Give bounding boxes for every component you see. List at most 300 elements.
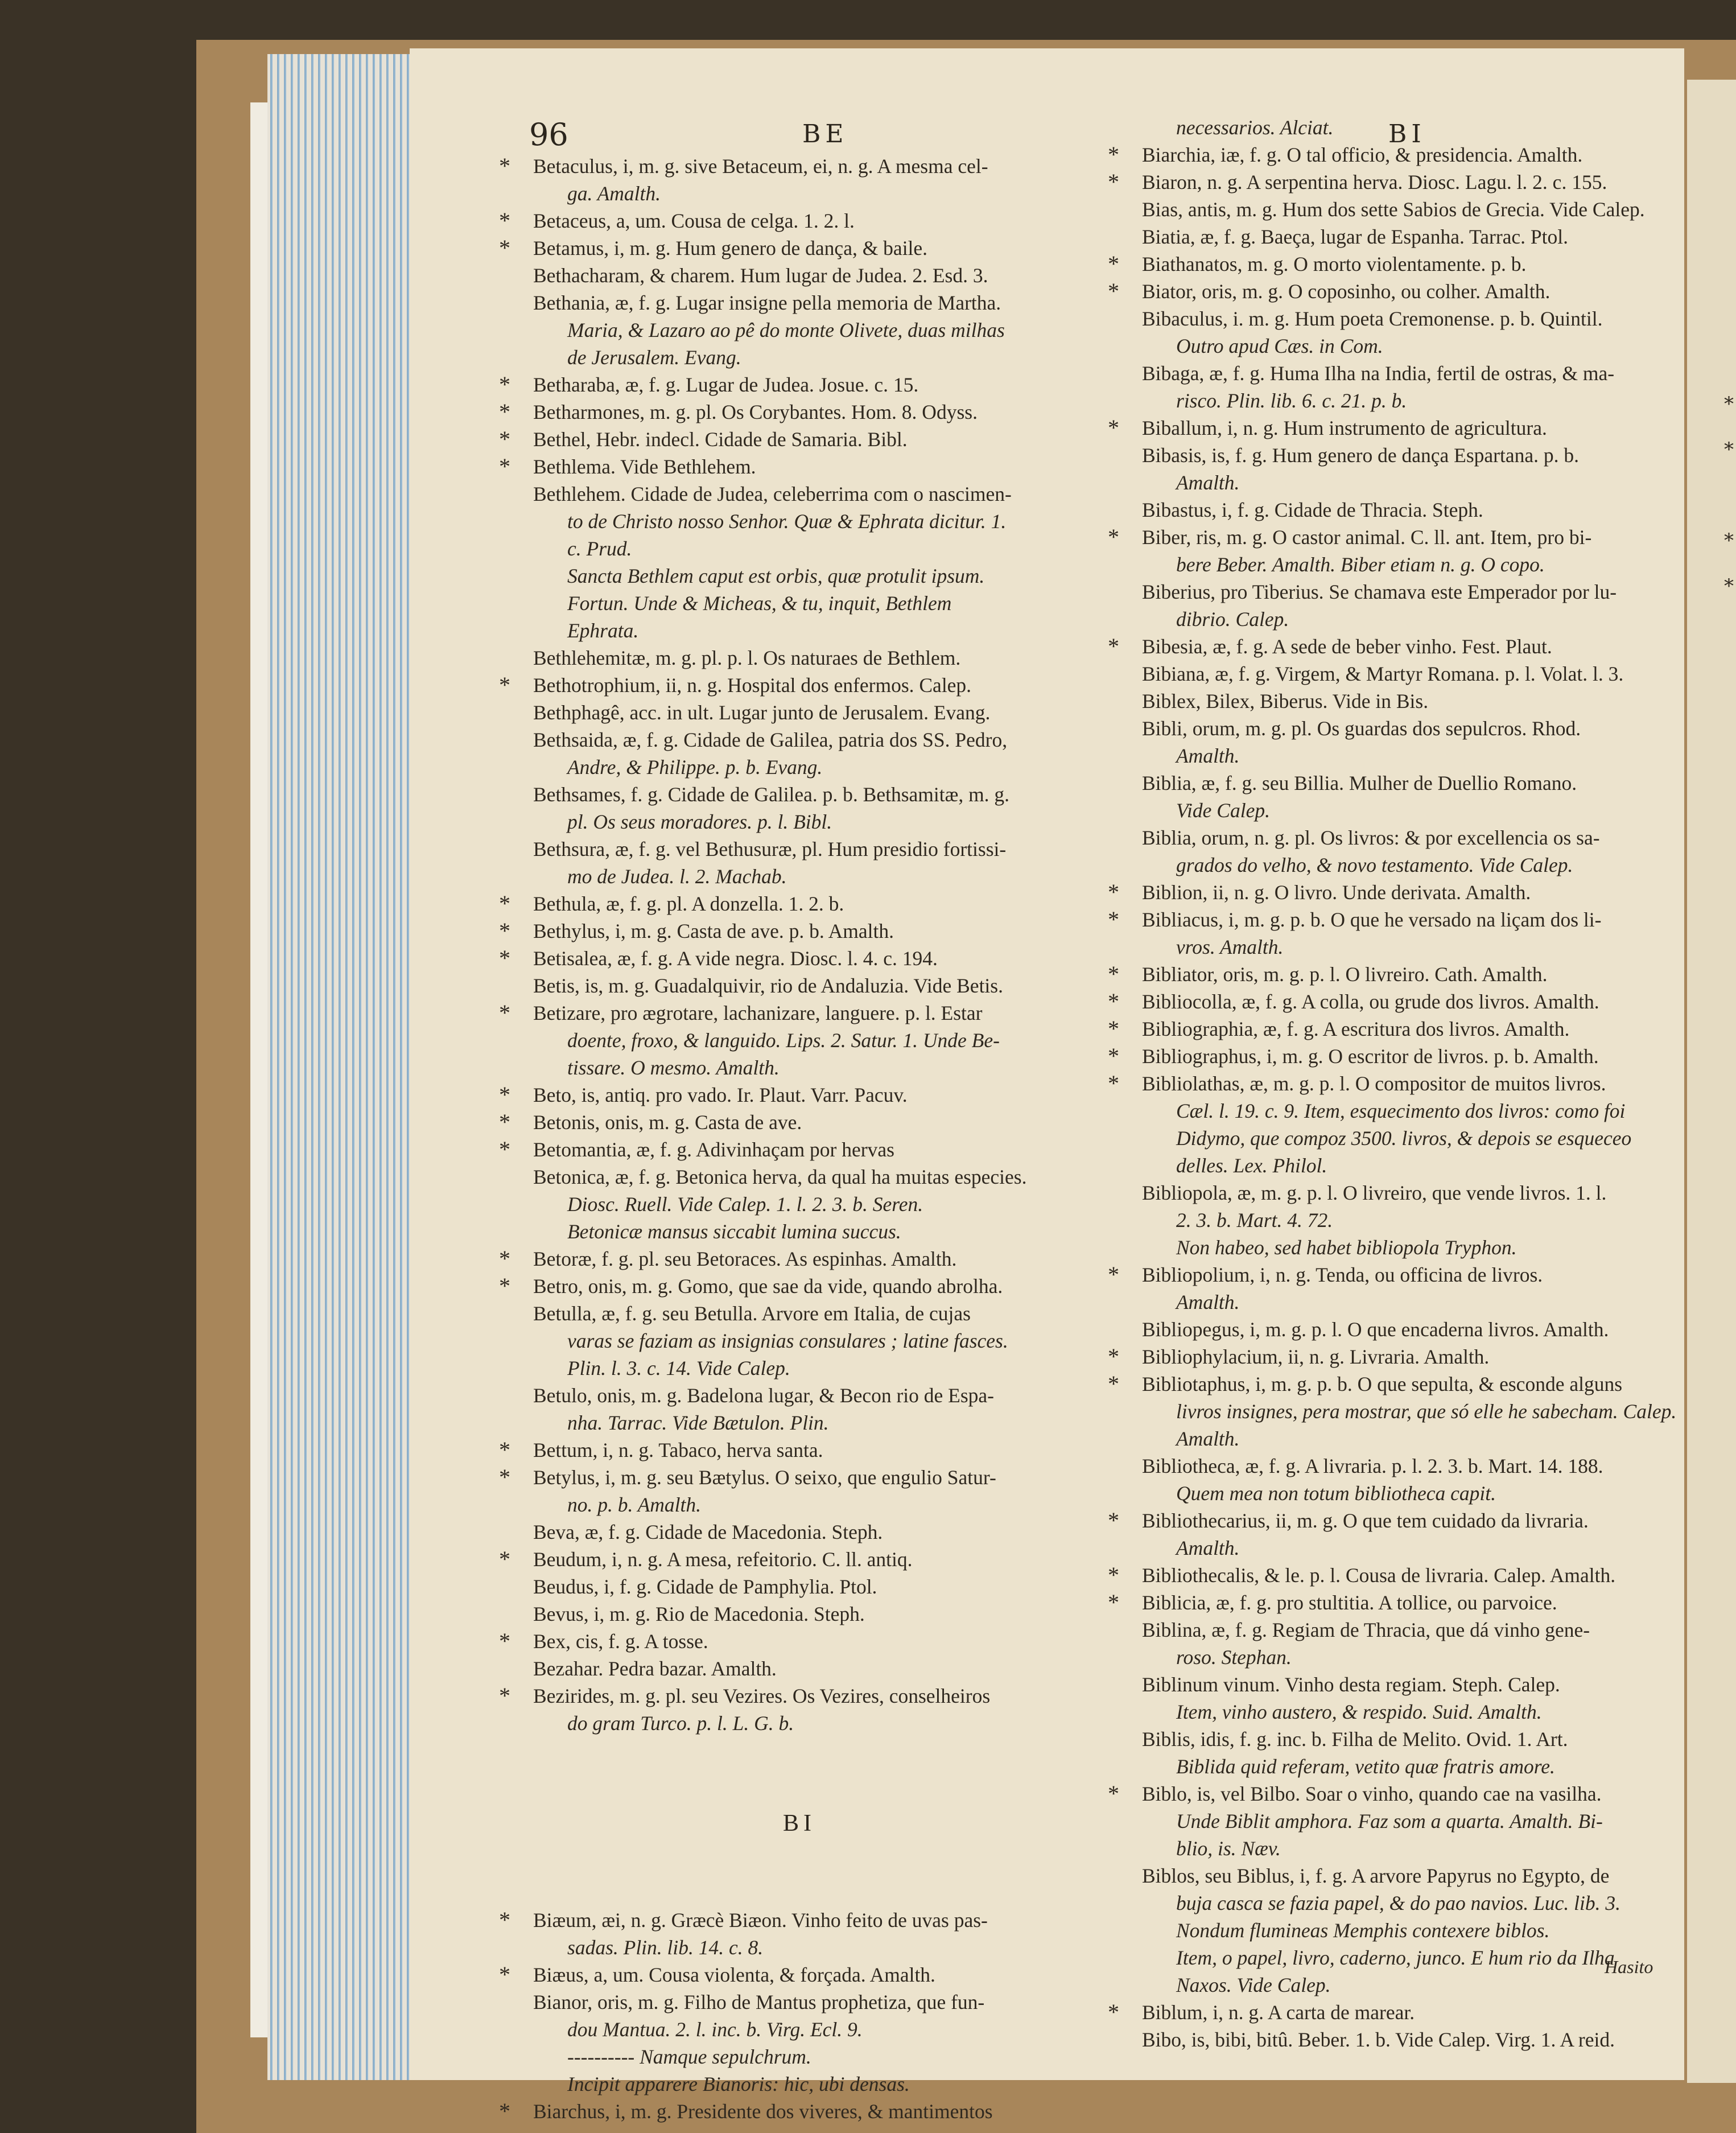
entry-headline — [515, 480, 1084, 508]
entry-text: Biblicia, æ, f. g. pro stultitia. A tollice, ou parvoice. — [1142, 1591, 1557, 1614]
entry-headline — [499, 1961, 1084, 1988]
entry-text: Bezirides, m. g. pl. seu Vezires. Os Vezires, conselheiros — [533, 1685, 991, 1707]
entry-headline — [1124, 496, 1684, 524]
entry-text: Biarchus, i, m. g. Presidente dos viveres, & mantimentos — [533, 2100, 993, 2123]
entry-text: Bethania, æ, f. g. Lugar insigne pella memoria de Martha. — [533, 291, 1001, 314]
entry-headline — [1108, 414, 1684, 442]
entry-headline — [1124, 824, 1684, 851]
entry-continuation: c. Prud. — [567, 537, 632, 560]
dictionary-entry — [1124, 442, 1684, 496]
dictionary-entry — [515, 726, 1084, 781]
dictionary-entry — [1124, 496, 1684, 524]
dictionary-entry — [515, 972, 1084, 999]
asterisk-icon: * — [499, 1683, 510, 1708]
entry-continuation: varas se faziam as insignias consulares ; latine fasces. — [567, 1329, 1008, 1352]
entry-headline — [499, 1109, 1084, 1136]
entry-text: Betis, is, m. g. Guadalquivir, rio de Andaluzia. Vide Betis. — [533, 974, 1003, 997]
entry-text: Bethotrophium, ii, n. g. Hospital dos enfermos. Calep. — [533, 674, 972, 697]
asterisk-icon: * — [499, 426, 510, 452]
asterisk-icon: * — [499, 208, 510, 233]
dictionary-entry — [515, 1600, 1084, 1628]
entry-headline — [1124, 305, 1684, 332]
entry-text: Biblum, i, n. g. A carta de marear. — [1142, 2001, 1415, 2024]
entry-text: Bibliothecarius, ii, m. g. O que tem cuidado da livraria. — [1142, 1509, 1589, 1532]
entry-continuation: pl. Os seus moradores. p. l. Bibl. — [567, 810, 832, 833]
dictionary-entry — [499, 672, 1084, 699]
entry-text: Biarchia, iæ, f. g. O tal officio, & presidencia. Amalth. — [1142, 143, 1583, 166]
dictionary-entry — [1108, 1043, 1684, 1070]
entry-headline — [515, 289, 1084, 316]
entry-text: Bianor, oris, m. g. Filho de Mantus prophetiza, que fun- — [533, 1991, 985, 2013]
dictionary-entry — [1124, 114, 1684, 141]
asterisk-icon: * — [499, 1000, 510, 1026]
entry-headline — [1124, 1726, 1684, 1753]
entry-text: Bibastus, i, f. g. Cidade de Thracia. Steph. — [1142, 499, 1483, 521]
asterisk-icon: * — [1108, 1070, 1119, 1096]
entry-continuation: bere Beber. Amalth. Biber etiam n. g. O copo. — [1176, 553, 1545, 576]
entry-continuation: buja casca se fazia papel, & do pao navios. Luc. lib. 3. — [1176, 1892, 1620, 1914]
entry-headline — [499, 398, 1084, 426]
asterisk-icon: * — [499, 1437, 510, 1463]
right-column — [1108, 114, 1684, 2053]
entry-continuation: dibrio. Calep. — [1176, 608, 1289, 631]
entry-text: Bethlehemitæ, m. g. pl. p. l. Os naturaes de Bethlem. — [533, 647, 961, 669]
asterisk-icon: * — [1108, 278, 1119, 304]
entry-headline — [1124, 1862, 1684, 1889]
entry-headline — [499, 1628, 1084, 1655]
entry-text: Bethula, æ, f. g. pl. A donzella. 1. 2. b. — [533, 892, 844, 915]
dictionary-entry — [515, 781, 1084, 835]
dictionary-entry — [1124, 660, 1684, 687]
entry-text: Bethel, Hebr. indecl. Cidade de Samaria. Bibl. — [533, 428, 908, 451]
entry-headline — [1108, 1343, 1684, 1370]
dictionary-entry — [515, 1518, 1084, 1546]
left-column — [499, 153, 1084, 2125]
dictionary-entry — [515, 1655, 1084, 1682]
entry-continuation: doente, froxo, & languido. Lips. 2. Satur. 1. Unde Be- — [567, 1029, 1000, 1052]
entry-headline — [499, 1464, 1084, 1491]
dictionary-entry — [499, 945, 1084, 972]
entry-text: Bibliopegus, i, m. g. p. l. O que encaderna livros. Amalth. — [1142, 1318, 1609, 1341]
dictionary-entry — [1108, 1999, 1684, 2026]
entry-continuation: vros. Amalth. — [1176, 936, 1284, 958]
entry-text: Biber, ris, m. g. O castor animal. C. ll. ant. Item, pro bi- — [1142, 526, 1592, 549]
dictionary-entry — [515, 289, 1084, 371]
entry-headline — [1108, 1780, 1684, 1807]
dictionary-entry — [1108, 278, 1684, 305]
asterisk-icon: * — [1724, 438, 1734, 461]
dictionary-entry — [1108, 1507, 1684, 1562]
entry-text: Bex, cis, f. g. A tosse. — [533, 1630, 708, 1653]
asterisk-icon: * — [1108, 1781, 1119, 1806]
dictionary-entry — [499, 371, 1084, 398]
entry-headline — [1108, 141, 1684, 168]
asterisk-icon: * — [499, 1464, 510, 1490]
dictionary-entry — [515, 644, 1084, 672]
entry-continuation: Vide Calep. — [1176, 799, 1270, 822]
entry-continuation: livros insignes, pera mostrar, que só elle he sabecham. Calep. — [1176, 1400, 1677, 1423]
dictionary-entry — [1124, 1726, 1684, 1780]
entry-text: Bethphagê, acc. in ult. Lugar junto de Jerusalem. Evang. — [533, 701, 991, 724]
entry-headline — [1108, 988, 1684, 1015]
entry-text: Biberius, pro Tiberius. Se chamava este Emperador por lu- — [1142, 580, 1617, 603]
entry-text: Bevus, i, m. g. Rio de Macedonia. Steph. — [533, 1603, 865, 1625]
dictionary-entry — [1108, 414, 1684, 442]
asterisk-icon: * — [499, 918, 510, 944]
entry-continuation: Ephrata. — [567, 619, 639, 642]
entry-headline — [515, 1300, 1084, 1327]
dictionary-entry — [499, 1682, 1084, 1737]
dictionary-entry — [1108, 250, 1684, 278]
dictionary-entry — [515, 562, 1084, 644]
entry-text: Betomantia, æ, f. g. Adivinhaçam por hervas — [533, 1138, 894, 1161]
entry-headline — [499, 2098, 1084, 2125]
entry-continuation: Incipit apparere Bianoris: hic, ubi densas. — [567, 2073, 910, 2095]
entry-headline — [499, 371, 1084, 398]
entry-continuation: roso. Stephan. — [1176, 1646, 1292, 1669]
dictionary-entry — [1108, 633, 1684, 660]
entry-headline — [1124, 1316, 1684, 1343]
dictionary-entry — [499, 426, 1084, 453]
entry-headline — [515, 1600, 1084, 1628]
entry-text: Bibliophylacium, ii, n. g. Livraria. Amalth. — [1142, 1345, 1490, 1368]
dictionary-entry — [1124, 305, 1684, 360]
asterisk-icon: * — [499, 945, 510, 971]
entry-continuation: Item, vinho austero, & respido. Suid. Amalth. — [1176, 1700, 1542, 1723]
asterisk-icon: * — [499, 1628, 510, 1654]
entry-headline — [1108, 1562, 1684, 1589]
entry-continuation: risco. Plin. lib. 6. c. 21. p. b. — [1176, 389, 1407, 412]
entry-continuation: Amalth. — [1176, 1427, 1240, 1450]
entry-continuation: Amalth. — [1176, 1291, 1240, 1313]
entry-headline — [499, 999, 1084, 1027]
dictionary-entry — [1124, 1616, 1684, 1671]
asterisk-icon: * — [1108, 251, 1119, 277]
entry-continuation: Andre, & Philippe. p. b. Evang. — [567, 756, 823, 779]
entry-text: Biathanatos, m. g. O morto violentamente. p. b. — [1142, 253, 1527, 275]
entry-text: Biblos, seu Biblus, i, f. g. A arvore Papyrus no Egypto, de — [1142, 1864, 1610, 1887]
entry-text: Bethsames, f. g. Cidade de Galilea. p. b. Bethsamitæ, m. g. — [533, 783, 1010, 806]
entry-headline — [515, 699, 1084, 726]
asterisk-icon: * — [1108, 1262, 1119, 1287]
entry-text: Betonis, onis, m. g. Casta de ave. — [533, 1111, 802, 1134]
asterisk-icon: * — [499, 1246, 510, 1271]
asterisk-icon: * — [499, 1962, 510, 1987]
dictionary-entry — [1108, 1780, 1684, 1862]
asterisk-icon: * — [1108, 169, 1119, 195]
entry-text: Betizare, pro ægrotare, lachanizare, languere. p. l. Estar — [533, 1002, 983, 1024]
entry-continuation: tissare. O mesmo. Amalth. — [567, 1056, 780, 1079]
dictionary-entry — [1108, 879, 1684, 906]
entry-text: Bibo, is, bibi, bitû. Beber. 1. b. Vide Calep. Virg. 1. A reid. — [1142, 2028, 1615, 2051]
dictionary-entry — [515, 1382, 1084, 1436]
dictionary-entry — [499, 1136, 1084, 1163]
section-heading: BI — [783, 1810, 816, 1836]
entry-headline — [1124, 687, 1684, 715]
asterisk-icon: * — [499, 1273, 510, 1299]
page-number: 96 — [529, 117, 568, 153]
entry-headline — [515, 1518, 1084, 1546]
asterisk-icon: * — [499, 454, 510, 479]
dictionary-entry — [1124, 196, 1684, 223]
entry-text: Bibliographus, i, m. g. O escritor de livros. p. b. Amalth. — [1142, 1045, 1599, 1068]
entry-text: Bibaga, æ, f. g. Huma Ilha na India, fertil de ostras, & ma- — [1142, 362, 1615, 385]
entry-text: Bethacharam, & charem. Hum lugar de Judea. 2. Esd. 3. — [533, 264, 988, 287]
asterisk-icon: * — [1108, 415, 1119, 440]
dictionary-entry — [515, 1988, 1084, 2098]
entry-continuation: Naxos. Vide Calep. — [1176, 1974, 1331, 1996]
entry-continuation: Item, o papel, livro, caderno, junco. E hum rio da Ilha — [1176, 1946, 1615, 1969]
entry-text: Betoræ, f. g. pl. seu Betoraces. As espinhas. Amalth. — [533, 1247, 957, 1270]
entry-headline — [1108, 1589, 1684, 1616]
entry-continuation: Amalth. — [1176, 744, 1240, 767]
entry-continuation: Maria, & Lazaro ao pê do monte Olivete, duas milhas — [567, 319, 1005, 341]
dictionary-entry — [1108, 988, 1684, 1015]
entry-text: Bethlema. Vide Bethlehem. — [533, 455, 756, 478]
dictionary-entry — [1124, 223, 1684, 250]
entry-text: Biblina, æ, f. g. Regiam de Thracia, que dá vinho gene- — [1142, 1619, 1590, 1641]
dictionary-entry — [1108, 141, 1684, 168]
entry-headline — [515, 1163, 1084, 1191]
entry-continuation: Amalth. — [1176, 471, 1240, 494]
dictionary-entry — [499, 1464, 1084, 1518]
catchword: Hasito — [1605, 1957, 1653, 1977]
running-head-right: BI — [1388, 120, 1426, 149]
asterisk-icon: * — [1108, 961, 1119, 987]
entry-text: Bibliotheca, æ, f. g. A livraria. p. l. 2. 3. b. Mart. 14. 188. — [1142, 1455, 1603, 1477]
entry-text: Biblo, is, vel Bilbo. Soar o vinho, quando cae na vasilha. — [1142, 1782, 1602, 1805]
dictionary-entry — [1124, 1671, 1684, 1726]
entry-headline — [1124, 1452, 1684, 1480]
entry-continuation: Amalth. — [1176, 1537, 1240, 1559]
dictionary-entry — [499, 1081, 1084, 1109]
asterisk-icon: * — [1108, 1590, 1119, 1615]
entry-text: Betonica, æ, f. g. Betonica herva, da qual ha muitas especies. — [533, 1166, 1027, 1188]
dictionary-entry — [499, 153, 1084, 207]
entry-headline — [1124, 715, 1684, 742]
running-head-left: BE — [802, 120, 848, 149]
entry-headline — [515, 1573, 1084, 1600]
dictionary-entry — [499, 398, 1084, 426]
entry-headline — [1108, 1070, 1684, 1097]
entry-continuation: dou Mantua. 2. l. inc. b. Virg. Ecl. 9. — [567, 2018, 863, 2041]
entry-continuation: blio, is. Næv. — [1176, 1837, 1281, 1860]
entry-headline — [1124, 1179, 1684, 1206]
dictionary-entry — [1108, 1070, 1684, 1179]
entry-headline — [499, 1906, 1084, 1934]
entry-continuation: Nondum flumineas Memphis contexere biblos. — [1176, 1919, 1550, 1942]
entry-headline — [1108, 1043, 1684, 1070]
dictionary-entry — [499, 1906, 1084, 1961]
entry-headline — [1108, 1507, 1684, 1534]
entry-continuation: Outro apud Cæs. in Com. — [1176, 335, 1383, 357]
dictionary-entry — [1124, 1862, 1684, 1999]
asterisk-icon: * — [499, 1136, 510, 1162]
asterisk-icon: * — [1724, 393, 1734, 415]
asterisk-icon: * — [1724, 575, 1734, 598]
facing-page-edge — [1687, 80, 1736, 2083]
asterisk-icon: * — [1108, 524, 1119, 550]
entry-continuation: no. p. b. Amalth. — [567, 1493, 702, 1516]
entry-text: Biblia, orum, n. g. pl. Os livros: & por excellencia os sa- — [1142, 826, 1600, 849]
asterisk-icon: * — [499, 1907, 510, 1933]
asterisk-icon: * — [1108, 1508, 1119, 1533]
entry-text: Beudus, i, f. g. Cidade de Pamphylia. Ptol. — [533, 1575, 877, 1598]
entry-headline — [1108, 168, 1684, 196]
entry-text: Biblex, Bilex, Biberus. Vide in Bis. — [1142, 690, 1429, 713]
dictionary-entry — [1108, 1261, 1684, 1316]
dictionary-entry — [1108, 1589, 1684, 1616]
asterisk-icon: * — [1108, 1999, 1119, 2025]
entry-text: Bibliotaphus, i, m. g. p. b. O que sepulta, & esconde alguns — [1142, 1373, 1623, 1395]
entry-text: Biballum, i, n. g. Hum instrumento de agricultura. — [1142, 417, 1547, 439]
entry-text: Biator, oris, m. g. O coposinho, ou colher. Amalth. — [1142, 280, 1551, 303]
entry-headline — [1108, 961, 1684, 988]
entry-text: Bibliolathas, æ, m. g. p. l. O compositor de muitos livros. — [1142, 1072, 1606, 1095]
entry-text: Betulla, æ, f. g. seu Betulla. Arvore em Italia, de cujas — [533, 1302, 971, 1325]
entry-headline — [1108, 1999, 1684, 2026]
entry-headline — [1124, 223, 1684, 250]
asterisk-icon: * — [1108, 989, 1119, 1014]
entry-continuation: grados do velho, & novo testamento. Vide Calep. — [1176, 854, 1573, 876]
entry-headline — [515, 781, 1084, 808]
entry-headline — [515, 726, 1084, 753]
entry-text: Bettum, i, n. g. Tabaco, herva santa. — [533, 1439, 823, 1461]
dictionary-entry — [499, 1109, 1084, 1136]
entry-text: Bethylus, i, m. g. Casta de ave. p. b. Amalth. — [533, 920, 894, 942]
entry-continuation: do gram Turco. p. l. L. G. b. — [567, 1712, 794, 1735]
entry-headline — [1124, 196, 1684, 223]
dictionary-entry — [1108, 524, 1684, 578]
entry-text: Biaron, n. g. A serpentina herva. Diosc. Lagu. l. 2. c. 155. — [1142, 171, 1607, 193]
dictionary-entry — [515, 1573, 1084, 1600]
entry-headline — [1108, 879, 1684, 906]
asterisk-icon: * — [1108, 142, 1119, 167]
entry-headline — [499, 1682, 1084, 1710]
dictionary-entry — [499, 1273, 1084, 1300]
dictionary-entry — [1108, 1015, 1684, 1043]
dictionary-entry — [1124, 1179, 1684, 1261]
entry-headline — [499, 1081, 1084, 1109]
entry-continuation: Unde Biblit amphora. Faz som a quarta. Amalth. Bi- — [1176, 1810, 1603, 1833]
entry-headline — [1108, 633, 1684, 660]
entry-continuation: Non habeo, sed habet bibliopola Tryphon. — [1176, 1236, 1517, 1259]
entry-text: Biæus, a, um. Cousa violenta, & forçada. Amalth. — [533, 1963, 935, 1986]
dictionary-entry — [1124, 360, 1684, 414]
entry-text: Betamus, i, m. g. Hum genero de dança, & baile. — [533, 237, 928, 260]
dictionary-entry — [1108, 906, 1684, 961]
entry-text: Biæum, æi, n. g. Græcè Biæon. Vinho feito de uvas pas- — [533, 1909, 988, 1932]
entry-continuation: necessarios. Alciat. — [1176, 116, 1334, 139]
asterisk-icon: * — [499, 891, 510, 916]
asterisk-icon: * — [499, 1546, 510, 1572]
entry-text: Bibliacus, i, m. g. p. b. O que he versado na liçam dos li- — [1142, 908, 1602, 931]
entry-continuation: de Jerusalem. Evang. — [567, 346, 741, 369]
asterisk-icon: * — [499, 1082, 510, 1107]
entry-headline — [1124, 1671, 1684, 1698]
entry-continuation: ga. Amalth. — [567, 182, 661, 205]
entry-text: Bibasis, is, f. g. Hum genero de dança Espartana. p. b. — [1142, 444, 1579, 467]
dictionary-entry — [1124, 769, 1684, 824]
dictionary-entry — [515, 262, 1084, 289]
entry-text: Beva, æ, f. g. Cidade de Macedonia. Steph. — [533, 1521, 883, 1543]
entry-continuation: Quem mea non totum bibliotheca capit. — [1176, 1482, 1496, 1505]
entry-headline — [1124, 360, 1684, 387]
entry-headline — [499, 1136, 1084, 1163]
asterisk-icon: * — [1108, 633, 1119, 659]
left-entries-be — [499, 153, 1084, 1737]
dictionary-entry — [1108, 1562, 1684, 1589]
entry-text: Bibliopola, æ, m. g. p. l. O livreiro, que vende livros. 1. l. — [1142, 1181, 1607, 1204]
entry-headline — [515, 1655, 1084, 1682]
dictionary-entry — [499, 890, 1084, 917]
entry-text: Betulo, onis, m. g. Badelona lugar, & Becon rio de Espa- — [533, 1384, 994, 1407]
entry-text: Betisalea, æ, f. g. A vide negra. Diosc. l. 4. c. 194. — [533, 947, 938, 970]
entry-continuation: Cæl. l. 19. c. 9. Item, esquecimento dos livros: como foi — [1176, 1100, 1626, 1122]
dictionary-entry — [515, 1300, 1084, 1382]
dictionary-entry — [499, 917, 1084, 945]
dictionary-entry — [515, 835, 1084, 890]
entry-headline — [515, 262, 1084, 289]
entry-text: Bias, antis, m. g. Hum dos sette Sabios de Grecia. Vide Calep. — [1142, 198, 1645, 221]
entry-text: Bezahar. Pedra bazar. Amalth. — [533, 1657, 777, 1680]
entry-continuation: Didymo, que compoz 3500. livros, & depois se esqueceo — [1176, 1127, 1632, 1150]
entry-text: Betro, onis, m. g. Gomo, que sae da vide, quando abrolha. — [533, 1275, 1003, 1298]
asterisk-icon: * — [1108, 1562, 1119, 1588]
entry-text: Betharmones, m. g. pl. Os Corybantes. Hom. 8. Odyss. — [533, 401, 978, 423]
dictionary-entry — [499, 1546, 1084, 1573]
asterisk-icon: * — [499, 399, 510, 425]
entry-continuation: delles. Lex. Philol. — [1176, 1154, 1327, 1177]
entry-continuation: sadas. Plin. lib. 14. c. 8. — [567, 1936, 764, 1959]
entry-headline — [515, 835, 1084, 863]
dictionary-entry — [499, 453, 1084, 480]
entry-continuation: ---------- Namque sepulchrum. — [567, 2045, 811, 2068]
dictionary-entry — [499, 234, 1084, 262]
dictionary-entry — [1124, 687, 1684, 715]
entry-headline — [1108, 1261, 1684, 1288]
entry-text: Bibliocolla, æ, f. g. A colla, ou grude dos livros. Amalth. — [1142, 990, 1599, 1013]
entry-headline — [1124, 578, 1684, 606]
dictionary-entry — [499, 1961, 1084, 1988]
entry-continuation: Biblida quid referam, vetito quæ fratris amore. — [1176, 1755, 1555, 1778]
left-entries-bi — [499, 1906, 1084, 2125]
asterisk-icon: * — [499, 372, 510, 397]
dictionary-entry — [515, 1163, 1084, 1245]
entry-headline — [515, 1988, 1084, 2016]
entry-headline — [499, 426, 1084, 453]
dictionary-entry — [499, 2098, 1084, 2125]
asterisk-icon: * — [1724, 529, 1734, 552]
entry-text: Biatia, æ, f. g. Baeça, lugar de Espanha. Tarrac. Ptol. — [1142, 225, 1569, 248]
dictionary-entry — [1108, 1343, 1684, 1370]
entry-continuation: nha. Tarrac. Vide Bætulon. Plin. — [567, 1411, 829, 1434]
entry-headline — [1108, 250, 1684, 278]
dictionary-entry — [1124, 1316, 1684, 1343]
entry-text: Biblinum vinum. Vinho desta regiam. Steph. Calep. — [1142, 1673, 1560, 1696]
entry-continuation: mo de Judea. l. 2. Machab. — [567, 865, 787, 888]
entry-text: Betaceus, a, um. Cousa de celga. 1. 2. l. — [533, 209, 855, 232]
entry-headline — [1124, 1616, 1684, 1644]
entry-headline — [1124, 769, 1684, 797]
entry-text: Bethsura, æ, f. g. vel Bethusuræ, pl. Hum presidio fortissi- — [533, 838, 1007, 860]
entry-continuation: Fortun. Unde & Micheas, & tu, inquit, Bethlem — [567, 592, 952, 615]
dictionary-entry — [1124, 2026, 1684, 2053]
asterisk-icon: * — [1108, 1016, 1119, 1041]
entry-continuation: Diosc. Ruell. Vide Calep. 1. l. 2. 3. b. Seren. — [567, 1193, 923, 1216]
dictionary-entry — [515, 699, 1084, 726]
entry-continuation: to de Christo nosso Senhor. Quæ & Ephrata dicitur. 1. — [567, 510, 1007, 533]
